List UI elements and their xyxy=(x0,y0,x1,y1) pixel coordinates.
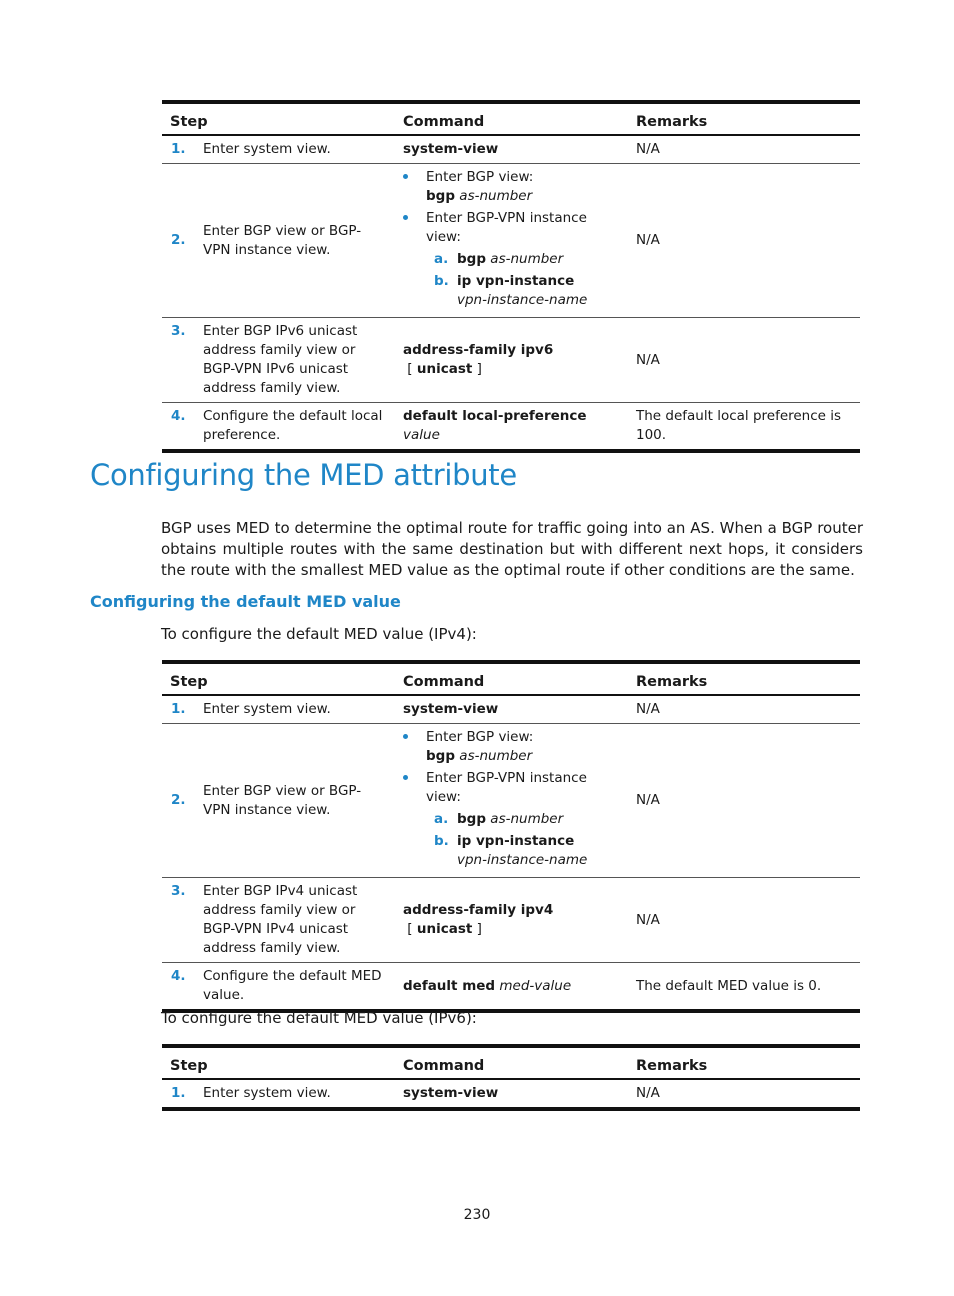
step-cell xyxy=(162,724,395,878)
step-cell xyxy=(162,963,395,1012)
step-text: Enter system view. xyxy=(203,1085,331,1101)
header-command: Command xyxy=(395,102,628,135)
command-keyword: system-view xyxy=(403,1085,499,1101)
sub-list-item xyxy=(426,250,620,269)
remarks-cell: N/A xyxy=(628,135,860,164)
command-cell xyxy=(395,135,628,164)
list-item: Enter BGP view: bgp as-number xyxy=(403,168,620,206)
intro-ipv4: To configure the default MED value (IPv4): xyxy=(161,625,477,643)
bullet-icon xyxy=(403,215,408,220)
header-command: Command xyxy=(395,662,628,695)
table-row xyxy=(162,403,860,452)
header-remarks: Remarks xyxy=(628,102,860,135)
step-text: Enter BGP view or BGP-VPN instance view. xyxy=(203,222,362,258)
step-number: 3. xyxy=(171,323,186,339)
step-cell xyxy=(162,695,395,724)
section-paragraph: BGP uses MED to determine the optimal route for traffic going into an AS. When a BGP router obtains multiple routes with the same destination but with different next hops, it considers the route with the smallest MED value as the optimal route if other conditions are the same. xyxy=(161,519,863,579)
command-keyword: default local-preference xyxy=(403,408,587,424)
bullet-icon xyxy=(403,734,408,739)
command-argument: as-number xyxy=(459,748,533,764)
step-number: 3. xyxy=(171,883,186,899)
command-cell xyxy=(395,403,628,452)
remarks-cell: The default MED value is 0. xyxy=(628,963,860,1012)
sub-list-item xyxy=(426,810,620,829)
step-text: Enter BGP IPv4 unicast address family view or BGP-VPN IPv4 unicast address family view. xyxy=(203,883,358,956)
command-keyword: address-family ipv6 xyxy=(403,342,554,358)
step-number: 2. xyxy=(171,791,186,808)
sub-step-letter: b. xyxy=(434,833,449,849)
command-keyword: ip vpn-instance xyxy=(457,273,575,289)
bullet-icon xyxy=(403,174,408,179)
command-cell xyxy=(395,724,628,878)
command-option: unicast xyxy=(416,361,473,377)
command-keyword: bgp xyxy=(426,748,455,764)
command-keyword: bgp xyxy=(426,188,455,204)
section-title: Configuring the MED attribute xyxy=(90,458,517,492)
command-option: unicast xyxy=(416,921,473,937)
remarks-cell: N/A xyxy=(628,164,860,318)
step-cell xyxy=(162,164,395,318)
command-cell: address-family ipv6 [ unicast ] xyxy=(395,318,628,403)
command-argument: med-value xyxy=(499,977,572,994)
table-row xyxy=(162,878,860,963)
step-number: 4. xyxy=(171,408,186,424)
step-text: Enter BGP view or BGP-VPN instance view. xyxy=(203,782,362,818)
list-item: Enter BGP-VPN instance view: a. bgp as-number b. ip vpn-instance vpn-instance-name xyxy=(403,769,620,870)
table-row xyxy=(162,135,860,164)
header-remarks: Remarks xyxy=(628,662,860,695)
subsection-title: Configuring the default MED value xyxy=(90,592,401,611)
sub-step-letter: a. xyxy=(434,811,449,827)
command-keyword: bgp xyxy=(457,251,486,267)
bullet-icon xyxy=(403,775,408,780)
step-text: Configure the default MED value. xyxy=(203,968,382,1003)
header-step: Step xyxy=(162,662,395,695)
table-row xyxy=(162,318,860,403)
list-item: Enter BGP view: bgp as-number xyxy=(403,728,620,766)
command-keyword: bgp xyxy=(457,811,486,827)
sub-list-item xyxy=(426,272,620,310)
remarks-cell: N/A xyxy=(628,318,860,403)
list-item: Enter BGP-VPN instance view: a. bgp as-number b. ip vpn-instance vpn-instance-name xyxy=(403,209,620,310)
step-number: 4. xyxy=(171,968,186,984)
command-argument: as-number xyxy=(459,188,533,204)
command-argument: value xyxy=(403,427,440,443)
command-argument: vpn-instance-name xyxy=(457,292,588,308)
default-med-ipv4-table xyxy=(162,660,860,1013)
table-row xyxy=(162,1079,860,1109)
step-number: 1. xyxy=(171,1085,186,1101)
command-keyword: system-view xyxy=(403,141,499,157)
remarks-cell: N/A xyxy=(628,724,860,878)
table-row xyxy=(162,724,860,878)
remarks-cell: N/A xyxy=(628,1079,860,1109)
command-argument: as-number xyxy=(490,811,564,827)
sub-step-letter: b. xyxy=(434,273,449,289)
command-keyword: default med xyxy=(403,977,496,994)
command-keyword: address-family ipv4 xyxy=(403,902,554,918)
sub-list-item xyxy=(426,832,620,870)
remarks-cell: N/A xyxy=(628,695,860,724)
step-text: Enter BGP IPv6 unicast address family view or BGP-VPN IPv6 unicast address family view. xyxy=(203,323,358,396)
command-argument: as-number xyxy=(490,251,564,267)
step-cell xyxy=(162,135,395,164)
remarks-cell: The default local preference is 100. xyxy=(628,403,860,452)
step-text: Enter system view. xyxy=(203,701,331,717)
command-cell xyxy=(395,963,628,1012)
header-step: Step xyxy=(162,1046,395,1079)
command-cell xyxy=(395,1079,628,1109)
intro-ipv6: To configure the default MED value (IPv6): xyxy=(161,1009,477,1027)
step-cell xyxy=(162,318,395,403)
step-cell xyxy=(162,1079,395,1109)
header-step: Step xyxy=(162,102,395,135)
bgp-ipv6-local-preference-table xyxy=(162,100,860,453)
default-med-ipv6-table xyxy=(162,1044,860,1111)
table-row xyxy=(162,164,860,318)
step-text: Configure the default local preference. xyxy=(203,408,383,443)
step-number: 2. xyxy=(171,231,186,248)
step-cell xyxy=(162,403,395,452)
command-keyword: system-view xyxy=(403,701,499,717)
table-row xyxy=(162,695,860,724)
command-cell xyxy=(395,164,628,318)
sub-step-letter: a. xyxy=(434,251,449,267)
step-number: 1. xyxy=(171,141,186,157)
header-command: Command xyxy=(395,1046,628,1079)
command-keyword: ip vpn-instance xyxy=(457,833,575,849)
table-row xyxy=(162,963,860,1012)
remarks-cell: N/A xyxy=(628,878,860,963)
command-argument: vpn-instance-name xyxy=(457,852,588,868)
step-number: 1. xyxy=(171,701,186,717)
step-cell xyxy=(162,878,395,963)
page-number: 230 xyxy=(463,1207,491,1223)
command-cell: address-family ipv4 [ unicast ] xyxy=(395,878,628,963)
command-cell xyxy=(395,695,628,724)
header-remarks: Remarks xyxy=(628,1046,860,1079)
step-text: Enter system view. xyxy=(203,141,331,157)
